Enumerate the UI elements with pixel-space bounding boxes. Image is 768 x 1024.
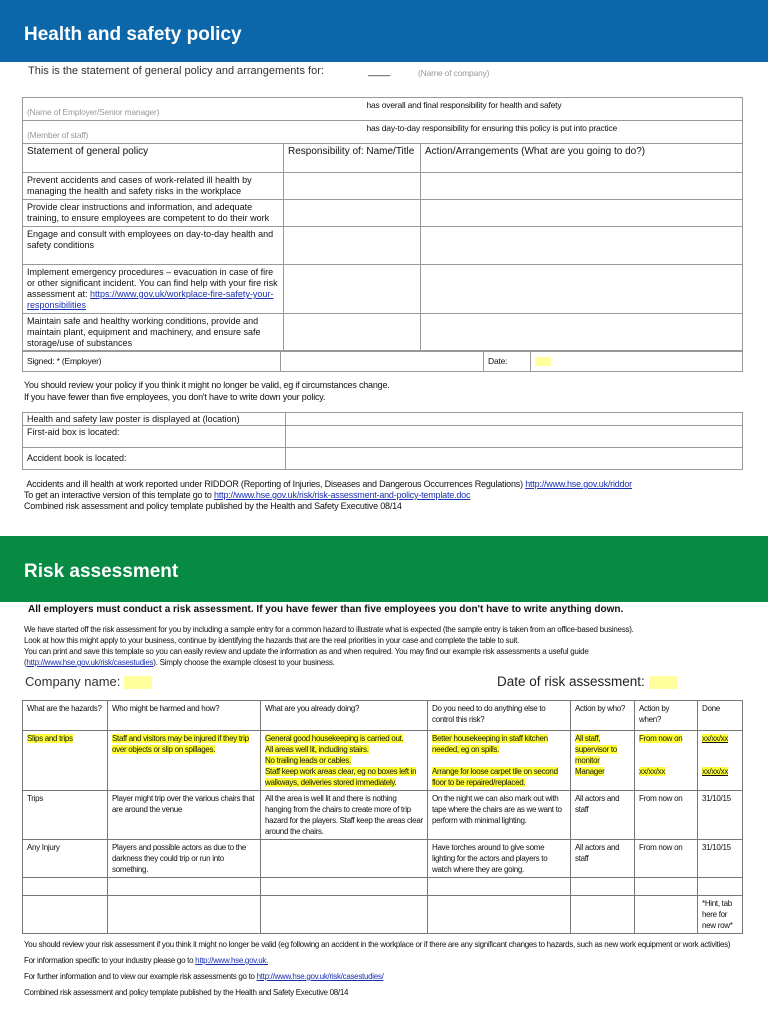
cell[interactable] bbox=[635, 896, 698, 934]
hazard[interactable]: Any Injury bbox=[23, 840, 108, 878]
poster-field[interactable] bbox=[286, 413, 743, 426]
by-who: Manager bbox=[575, 767, 605, 776]
hint-cell[interactable]: *Hint, tab here for new row* bbox=[698, 896, 743, 934]
header-who: Who might be harmed and how? bbox=[108, 701, 261, 731]
risk-review-text: You should review your risk assessment if you think it might no longer be valid (eg following an accident in the workplace or if there are any significant changes to hazards, such as new work equipment or work activities) bbox=[24, 940, 731, 949]
cell[interactable] bbox=[108, 878, 261, 896]
header-doing: What are you already doing? bbox=[261, 701, 428, 731]
responsibility-cell[interactable] bbox=[284, 200, 421, 227]
intro-3: You can print and save this template so you can easily review and update the information as and when required. You may find our example risk assessments a useful guide bbox=[24, 647, 589, 656]
statement-text: Implement emergency procedures – evacuation in case of fire or other significant incident. You can find help with your fire risk assessment at: bbox=[27, 267, 278, 299]
interactive-text: To get an interactive version of this template go to bbox=[24, 490, 212, 500]
action-cell[interactable] bbox=[421, 200, 743, 227]
date-field[interactable] bbox=[535, 357, 551, 366]
signature-table bbox=[22, 350, 743, 372]
template-link[interactable]: http://www.hse.gov.uk/risk/risk-assessment-and-policy-template.doc bbox=[214, 490, 471, 500]
table-row bbox=[23, 314, 743, 352]
risk-section-header: Risk assessment bbox=[0, 536, 768, 602]
employer-placeholder[interactable]: (Name of Employer/Senior manager) bbox=[27, 107, 160, 117]
intro-4: Simply choose the example closest to your business. bbox=[159, 658, 335, 667]
cell[interactable] bbox=[23, 896, 108, 934]
done[interactable]: 31/10/15 bbox=[698, 791, 743, 840]
cell[interactable] bbox=[23, 878, 108, 896]
first-aid-field[interactable] bbox=[286, 426, 743, 448]
control-more[interactable]: On the night we can also mark out with tape where the chairs are as we want to perform with minimal lighting. bbox=[428, 791, 571, 840]
cell[interactable] bbox=[428, 878, 571, 896]
policy-table bbox=[22, 143, 743, 352]
header-statement: Statement of general policy bbox=[23, 144, 284, 173]
sample-row bbox=[23, 731, 743, 791]
intro-1: We have started off the risk assessment for you by including a sample entry for a common hazard to illustrate what is expected (the sample entry is taken from an office-based business). bbox=[24, 625, 634, 634]
by-when: From now on bbox=[639, 734, 683, 743]
header-by-when: Action by when? bbox=[635, 701, 698, 731]
doing-item: All areas well lit, including stairs. bbox=[265, 745, 369, 754]
cell[interactable] bbox=[261, 896, 428, 934]
cell[interactable] bbox=[698, 878, 743, 896]
first-aid-label: First-aid box is located: bbox=[23, 426, 286, 448]
by-when: xx/xx/xx bbox=[639, 767, 666, 776]
doing-item: Staff keep work areas clear, eg no boxes left in walkways, deliveries stored immediately. bbox=[265, 767, 417, 787]
riddor-text: Accidents and ill health at work reported under RIDDOR (Reporting of Injuries, Diseases and Dangerous Occurrences Regulations) bbox=[26, 479, 523, 489]
accident-book-label: Accident book is located: bbox=[23, 448, 286, 470]
fewer-text: If you have fewer than five employees, you don't have to write down your policy. bbox=[24, 391, 326, 402]
action-cell[interactable] bbox=[421, 314, 743, 352]
doing-item: General good housekeeping is carried out. bbox=[265, 734, 404, 743]
table-row bbox=[23, 265, 743, 314]
policy-statement: Prevent accidents and cases of work-related ill health by managing the health and safety risks in the workplace bbox=[23, 173, 284, 200]
done: xx/xx/xx bbox=[702, 734, 729, 743]
table-row bbox=[23, 791, 743, 840]
table-row bbox=[23, 227, 743, 265]
accident-book-field[interactable] bbox=[286, 448, 743, 470]
locations-table bbox=[22, 412, 743, 470]
poster-label: Health and safety law poster is displayed at (location) bbox=[23, 413, 286, 426]
who-harmed[interactable]: Players and possible actors as due to the darkness they could trip or run into something. bbox=[108, 840, 261, 878]
by-when[interactable]: From now on bbox=[635, 791, 698, 840]
fire-safety-link[interactable]: https://www.gov.uk/workplace-fire-safety-your-responsibilities bbox=[27, 289, 274, 310]
daytoday-responsibility: has day-to-day responsibility for ensuring this policy is put into practice bbox=[366, 123, 618, 133]
responsibility-cell[interactable] bbox=[284, 227, 421, 265]
statement-for: This is the statement of general policy and arrangements for: bbox=[28, 65, 324, 77]
risk-published-note: Combined risk assessment and policy template published by the Health and Safety Executive 08/14 bbox=[24, 988, 349, 997]
action-cell[interactable] bbox=[421, 227, 743, 265]
company-blank: ____ bbox=[368, 66, 391, 77]
signature-field[interactable] bbox=[281, 351, 484, 372]
header-else: Do you need to do anything else to control this risk? bbox=[428, 701, 571, 731]
table-row bbox=[23, 200, 743, 227]
intro-2: Look at how this might apply to your business, continue by identifying the hazards that are the real priorities in your case and complete the table to suit. bbox=[24, 636, 520, 645]
header-action: Action/Arrangements (What are you going to do?) bbox=[421, 144, 743, 173]
staff-placeholder[interactable]: (Member of staff) bbox=[27, 130, 89, 140]
done[interactable]: 31/10/15 bbox=[698, 840, 743, 878]
policy-statement: Provide clear instructions and information, and adequate training, to ensure employees are competent to do their work bbox=[23, 200, 284, 227]
published-note: Combined risk assessment and policy template published by the Health and Safety Executive 08/14 bbox=[24, 501, 402, 511]
policy-statement bbox=[23, 265, 284, 314]
doing-item: No trailing leads or cables. bbox=[265, 756, 351, 765]
further-text: For further information and to view our example risk assessments go to bbox=[24, 972, 255, 981]
company-name-label: Company name: bbox=[25, 674, 121, 689]
control-more[interactable]: Have torches around to give some lighting for the actors and players to watch where they are going. bbox=[428, 840, 571, 878]
responsibility-table bbox=[22, 97, 743, 144]
assessment-date-field[interactable] bbox=[649, 676, 677, 689]
header-done: Done bbox=[698, 701, 743, 731]
header-hazards: What are the hazards? bbox=[23, 701, 108, 731]
company-placeholder[interactable]: (Name of company) bbox=[418, 68, 490, 78]
else-item: Better housekeeping in staff kitchen needed, eg on spills. bbox=[432, 734, 548, 754]
overall-responsibility: has overall and final responsibility for health and safety bbox=[366, 100, 562, 110]
responsibility-cell[interactable] bbox=[284, 173, 421, 200]
responsibility-cell[interactable] bbox=[284, 314, 421, 352]
cell[interactable] bbox=[571, 878, 635, 896]
by-who[interactable]: All actors and staff bbox=[571, 791, 635, 840]
who-harmed[interactable]: Player might trip over the various chairs that are around the venue bbox=[108, 791, 261, 840]
cell[interactable] bbox=[428, 896, 571, 934]
review-text: You should review your policy if you think it might no longer be valid, eg if circumstances change. bbox=[24, 380, 390, 390]
casestudies-link[interactable]: http://www.hse.gov.uk/risk/casestudies bbox=[26, 658, 154, 667]
company-name-field[interactable] bbox=[124, 676, 152, 689]
assessment-date-label: Date of risk assessment: bbox=[497, 674, 645, 689]
cell[interactable] bbox=[571, 896, 635, 934]
policy-statement: Engage and consult with employees on day-to-day health and safety conditions bbox=[23, 227, 284, 265]
done: xx/xx/xx bbox=[702, 767, 729, 776]
action-cell[interactable] bbox=[421, 173, 743, 200]
by-who[interactable]: All actors and staff bbox=[571, 840, 635, 878]
empty-row bbox=[23, 896, 743, 934]
cell[interactable] bbox=[108, 896, 261, 934]
cell[interactable] bbox=[261, 878, 428, 896]
industry-text: For information specific to your industry please go to bbox=[24, 956, 194, 965]
who-harmed: Staff and visitors may be injured if they trip over objects or slip on spillages. bbox=[112, 734, 249, 754]
already-doing[interactable]: All the area is well lit and there is nothing hanging from the chairs to create more of trip hazard for the players. Staff keep the areas clear around the chairs. bbox=[261, 791, 428, 840]
header-by-who: Action by who? bbox=[571, 701, 635, 731]
header-responsibility: Responsibility of: Name/Title bbox=[284, 144, 421, 173]
casestudies-link-2[interactable]: http://www.hse.gov.uk/risk/casestudies/ bbox=[256, 972, 384, 981]
empty-row bbox=[23, 878, 743, 896]
hse-link[interactable]: http://www.hse.gov.uk. bbox=[195, 956, 269, 965]
hazard[interactable]: Trips bbox=[23, 791, 108, 840]
signed-label: Signed: * (Employer) bbox=[23, 351, 281, 372]
mandatory-note: All employers must conduct a risk assessment. If you have fewer than five employees you don't have to write anything down. bbox=[28, 604, 624, 615]
policy-statement: Maintain safe and healthy working conditions, provide and maintain plant, equipment and machinery, and ensure safe storage/use of substances bbox=[23, 314, 284, 352]
riddor-link[interactable]: http://www.hse.gov.uk/riddor bbox=[525, 479, 632, 489]
table-row bbox=[23, 840, 743, 878]
cell[interactable] bbox=[635, 878, 698, 896]
hazard: Slips and trips bbox=[27, 734, 73, 743]
date-label: Date: bbox=[484, 351, 531, 372]
else-item: Arrange for loose carpet tile on second floor to be repaired/replaced. bbox=[432, 767, 558, 787]
policy-section-header: Health and safety policy bbox=[0, 0, 768, 62]
responsibility-cell[interactable] bbox=[284, 265, 421, 314]
by-who: All staff, supervisor to monitor bbox=[575, 734, 617, 765]
already-doing[interactable] bbox=[261, 840, 428, 878]
by-when[interactable]: From now on bbox=[635, 840, 698, 878]
risk-table bbox=[22, 700, 743, 934]
table-row bbox=[23, 173, 743, 200]
action-cell[interactable] bbox=[421, 265, 743, 314]
